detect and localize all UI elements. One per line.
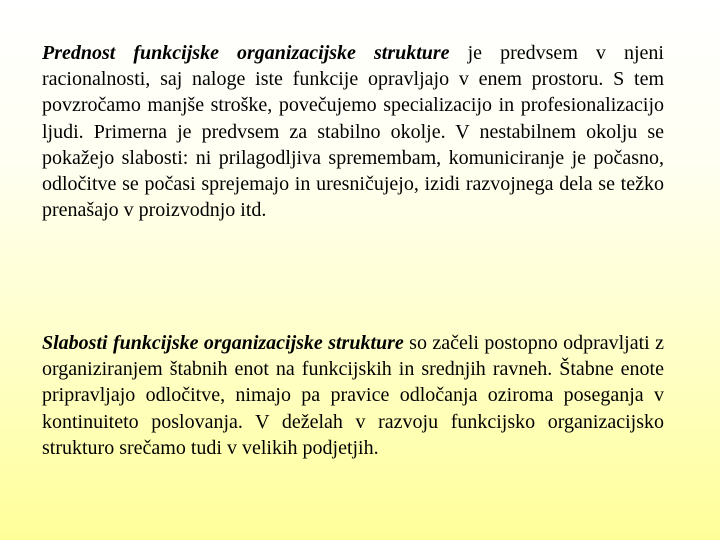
paragraph-advantages bbox=[42, 40, 664, 223]
paragraph-weaknesses bbox=[42, 330, 664, 461]
paragraph-text: je predvsem v njeni racionalnosti, saj naloge iste funkcije opravljajo v enem prostoru. S tem povzročamo manjše stroške, povečujemo specializacijo in profesionalizacijo ljudi. Primerna je predvsem za stabilno okolje. V nestabilnem okolju se pokažejo slabosti: ni prilagodljiva spremembam, komuniciranje je počasno, odločitve se počasi sprejemajo in uresničujejo, izidi razvojnega dela se težko prenašajo v proizvodnjo itd. bbox=[42, 42, 664, 222]
paragraph-text: so začeli postopno odpravljati z organiziranjem štabnih enot na funkcijskih in srednjih ravneh. Štabne enote pripravljajo odločitve, nimajo pa pravice odločanja oziroma poseganja v kontinuiteto poslovanja. V deželah v razvoju funkcijsko organizacijsko strukturo srečamo tudi v velikih podjetjih. bbox=[42, 332, 664, 459]
paragraph-lead: Prednost funkcijske organizacijske strukture bbox=[42, 42, 450, 64]
paragraph-lead: Slabosti funkcijske organizacijske strukture bbox=[42, 332, 404, 354]
